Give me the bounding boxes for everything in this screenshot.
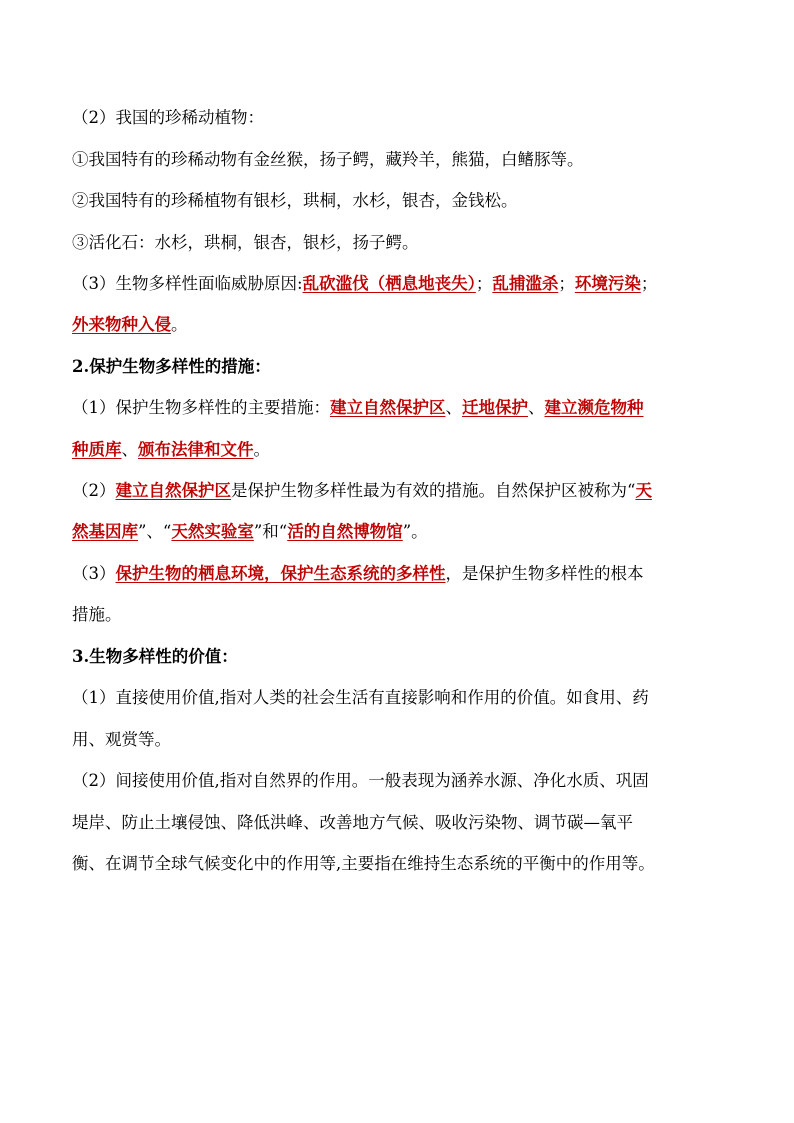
quote-end: ”。 [402,522,428,541]
s2-p2-line2 [72,520,428,544]
threat-invasive-species: 外来物种入侵 [72,315,171,334]
s3-p1-line1: （1）直接使用价值,指对人类的社会生活有直接影响和作用的价值。如食用、药 [72,688,649,707]
threat-pollution: 环境污染 [574,274,641,293]
s3-p2-line1: （2）间接使用价值,指对自然界的作用。一般表现为涵养水源、净化水质、巩固 [72,771,649,790]
separator: ； [558,274,575,293]
s3-heading: 3.生物多样性的价值： [72,647,238,666]
nature-reserve-term: 建立自然保护区 [115,481,231,500]
s2-p3-lead: （3） [72,564,116,583]
s1-p3-lead: （3）生物多样性面临威胁原因: [72,274,303,293]
natural-lab-term: 天然实验室 [171,522,254,541]
s3-p2-line2: 堤岸、防止土壤侵蚀、降低洪峰、改善地方气候、吸收污染物、调节碳—氧平 [72,813,633,832]
s1-p2-heading: （2）我国的珍稀动植物： [72,108,264,127]
gene-bank-term-part2: 然基因库 [72,522,138,541]
living-museum-term: 活的自然博物馆 [287,522,403,541]
quote-separator: ”、“ [138,522,172,541]
separator: ； [475,274,493,293]
separator: 、 [445,398,462,417]
measure-germplasm-bank-part1: 建立濒危物种 [544,398,644,417]
s3-p2-line3: 衡、在调节全球气候变化中的作用等,主要指在维持生态系统的平衡中的作用等。 [72,854,655,873]
measure-germplasm-bank-part2: 种质库 [72,440,122,459]
separator: ； [640,274,658,293]
habitat-protection-term: 保护生物的栖息环境，保护生态系统的多样性 [115,564,446,583]
measure-ex-situ: 迁地保护 [462,398,528,417]
s2-p1-lead: （1）保护生物多样性的主要措施： [72,398,330,417]
s2-p1-line1 [72,396,644,420]
s2-p1-line2 [72,438,270,462]
threat-habitat-loss: 乱砍滥伐（栖息地丧失） [302,274,476,293]
period: 。 [253,440,270,459]
s1-item3: ③活化石：水杉，珙桐，银杏，银杉，扬子鳄。 [72,233,419,252]
separator: 、 [121,440,138,459]
threat-overhunting: 乱捕滥杀 [492,274,559,293]
s1-p3-line1 [72,272,657,296]
s2-p3-line1 [72,562,644,586]
s1-p3-line2 [72,313,188,337]
period: 。 [171,315,188,334]
s2-p3-line2: 措施。 [72,605,122,624]
s3-p1-line2: 用、观赏等。 [72,730,171,749]
gene-bank-term-part1: 天 [635,481,652,500]
s2-heading: 2.保护生物多样性的措施： [72,357,271,376]
s2-p3-text: ，是保护生物多样性的根本 [445,564,644,583]
separator: 、 [528,398,545,417]
s2-p2-line1 [72,479,652,503]
s1-item2: ②我国特有的珍稀植物有银杉，珙桐，水杉，银杏，金钱松。 [72,191,518,210]
measure-nature-reserve: 建立自然保护区 [330,398,446,417]
s1-item1: ①我国特有的珍稀动物有金丝猴，扬子鳄，藏羚羊，熊猫，白鳍豚等。 [72,150,584,169]
quote-separator: ”和“ [253,522,288,541]
measure-legislation: 颁布法律和文件 [138,440,254,459]
s2-p2-text: 是保护生物多样性最为有效的措施。自然保护区被称为“ [231,481,636,500]
s2-p2-lead: （2） [72,481,116,500]
